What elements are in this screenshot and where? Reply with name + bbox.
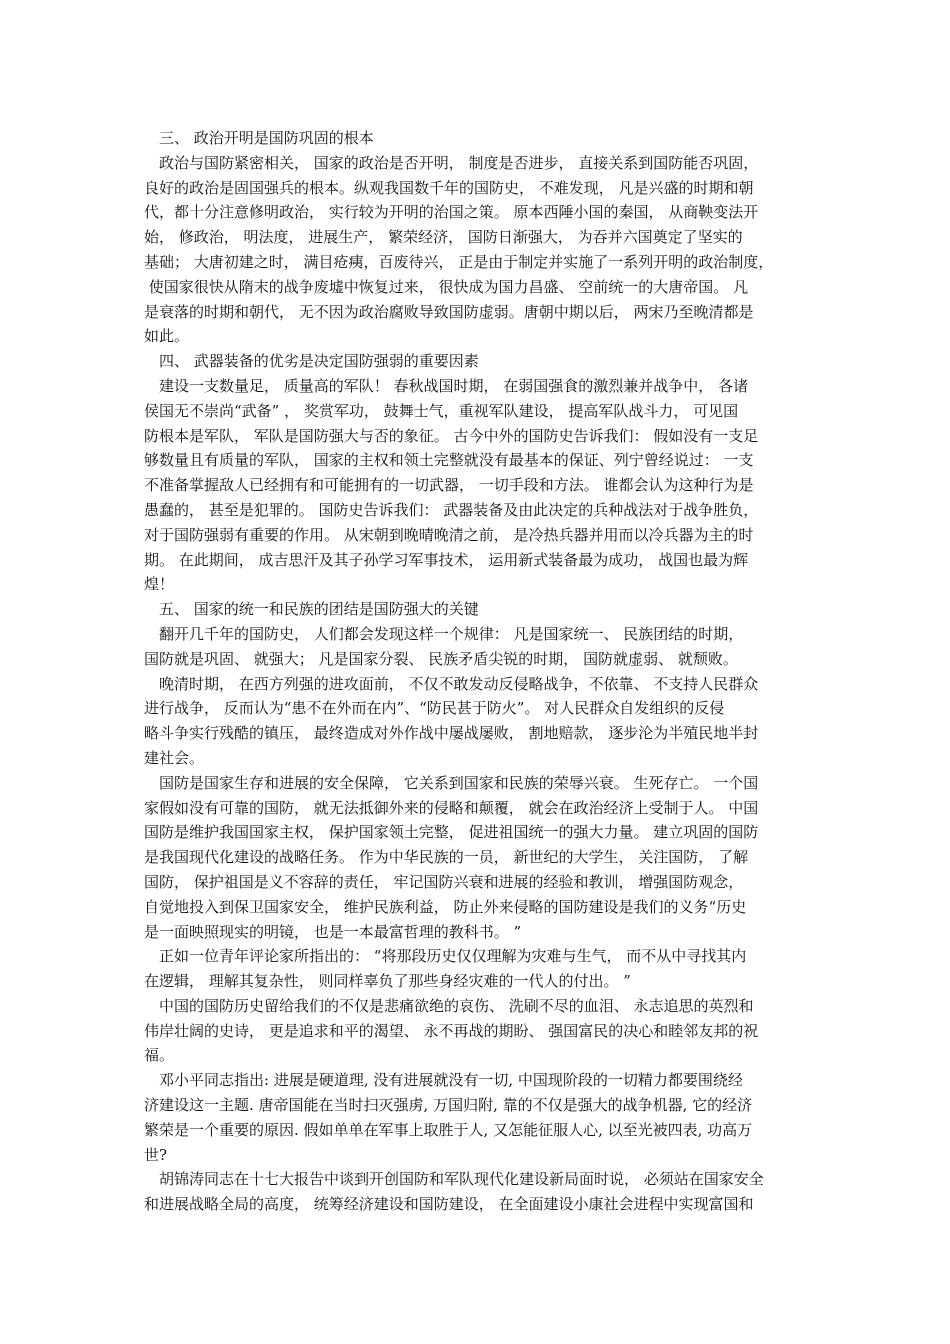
paragraph-line: 侯国无不崇尚“武备” ， 奖赏军功， 鼓舞士气，重视军队建设， 提高军队战斗力， 可见国 [144, 401, 739, 420]
paragraph-line: 伟岸壮阔的史诗， 更是追求和平的渴望、 永不再战的期盼、 强国富民的决心和睦邻友邦的祝 [144, 1021, 759, 1040]
paragraph [144, 1167, 814, 1217]
paragraph-line: 翻开几千年的国防史， 人们都会发现这样一个规律： 凡是国家统一、 民族团结的时期， [144, 624, 744, 643]
paragraph-line: 自觉地投入到保卫国家安全， 维护民族利益， 防止外来侵略的国防建设是我们的义务“历史 [144, 897, 747, 916]
paragraph-line: 国防， 保护祖国是义不容辞的责任， 牢记国防兴衰和进展的经验和教训， 增强国防观念， [144, 872, 744, 891]
section-heading [144, 126, 814, 151]
paragraph-line: 国防是国家生存和进展的安全保障， 它关系到国家和民族的荣辱兴衰。 生死存亡。 一个国 [144, 773, 759, 792]
paragraph-line: 煌！ [144, 575, 175, 594]
section-heading [144, 349, 814, 374]
paragraph [144, 374, 814, 597]
paragraph-line: 对于国防强弱有重要的作用。 从宋朝到晚晴晚清之前， 是冷热兵器并用而以冷兵器为主的时 [144, 525, 754, 544]
paragraph-line: 期。 在此期间， 成吉思汗及其子孙学习军事技术， 运用新式装备最为成功， 战国也最为辉 [144, 550, 749, 569]
paragraph [144, 994, 814, 1068]
paragraph-line: 是一面映照现实的明镜， 也是一本最富哲理的教科书。 ” [144, 922, 522, 941]
paragraph-line: 如此。 [144, 327, 190, 346]
paragraph-line: 基础； 大唐初建之时， 满目疮痍，百废待兴， 正是由于制定并实施了一系列开明的政治制度， [144, 252, 774, 271]
paragraph [144, 771, 814, 945]
section-heading-text: 五、 国家的统一和民族的团结是国防强大的关键 [144, 600, 479, 619]
paragraph-line: 够数量且有质量的军队， 国家的主权和领土完整就没有最基本的保证、列宁曾经说过： 一支 [144, 451, 754, 470]
paragraph-line: 建社会。 [144, 748, 205, 767]
paragraph [144, 672, 814, 771]
paragraph-line: 政治与国防紧密相关， 国家的政治是否开明， 制度是否进步， 直接关系到国防能否巩固， [144, 153, 759, 172]
paragraph-line: 中国的国防历史留给我们的不仅是悲痛欲绝的哀伤、 洗刷不尽的血泪、 永志追思的英烈和 [144, 996, 754, 1015]
paragraph-line: 晚清时期， 在西方列强的进攻面前， 不仅不敢发动反侵略战争，不依靠、 不支持人民群众 [144, 674, 759, 693]
paragraph-line: 不准备掌握敌人已经拥有和可能拥有的一切武器， 一切手段和方法。 谁都会认为这种行为是 [144, 476, 754, 495]
paragraph [144, 151, 814, 349]
paragraph-line: 使国家很快从隋末的战争废墟中恢复过来， 很快成为国力昌盛、 空前统一的大唐帝国。 凡 [144, 277, 749, 296]
section-heading-text: 四、 武器装备的优劣是决定国防强弱的重要因素 [144, 352, 479, 371]
paragraph-line: 邓小平同志指出: 进展是硬道理, 没有进展就没有一切, 中国现阶段的一切精力都要围绕经 [144, 1071, 743, 1090]
paragraph-line: 家假如没有可靠的国防， 就无法抵御外来的侵略和颠覆， 就会在政治经济上受制于人。 中国 [144, 798, 759, 817]
section-heading [144, 597, 814, 622]
paragraph-line: 是我国现代化建设的战略任务。 作为中华民族的一员， 新世纪的大学生， 关注国防， 了解 [144, 848, 749, 867]
section-heading-text: 三、 政治开明是国防巩固的根本 [144, 129, 374, 147]
document-section [144, 126, 814, 349]
paragraph-line: 是衰落的时期和朝代， 无不因为政治腐败导致国防虚弱。唐朝中期以后， 两宋乃至晚清都是 [144, 302, 754, 321]
document-section [144, 349, 814, 597]
paragraph-line: 略斗争实行残酷的镇压， 最终造成对外作战中屡战屡败， 割地赔款， 逐步沦为半殖民地半封 [144, 724, 759, 743]
paragraph-line: 胡锦涛同志在十七大报告中谈到开创国防和军队现代化建设新局面时说， 必须站在国家安全 [144, 1170, 764, 1189]
paragraph-line: 防根本是军队， 军队是国防强大与否的象征。 古今中外的国防史告诉我们： 假如没有一支足 [144, 426, 759, 445]
paragraph-line: 在逻辑， 理解其复杂性， 则同样辜负了那些身经灾难的一代人的付出。 ” [144, 972, 631, 991]
paragraph [144, 944, 814, 994]
paragraph-line: 进行战争， 反而认为“患不在外而在内”、“防民甚于防火”。 对人民群众自发组织的反侵 [144, 699, 725, 718]
paragraph-line: 正如一位青年评论家所指出的： “将那段历史仅仅理解为灾难与生气， 而不从中寻找其内 [144, 947, 747, 966]
paragraph-line: 建设一支数量足， 质量高的军队！ 春秋战国时期， 在弱国强食的激烈兼并战争中， 各诸 [144, 376, 749, 395]
paragraph-line: 世? [144, 1145, 168, 1164]
paragraph-line: 国防就是巩固、 就强大； 凡是国家分裂、 民族矛盾尖锐的时期， 国防就虚弱、 就颓败。 [144, 649, 738, 668]
document-section [144, 597, 814, 1217]
paragraph-line: 良好的政治是固国强兵的根本。纵观我国数千年的国防史， 不难发现， 凡是兴盛的时期和朝 [144, 178, 754, 197]
document-page [144, 126, 814, 1217]
paragraph-line: 国防是维护我国国家主权， 保护国家领土完整， 促进祖国统一的强大力量。 建立巩固的国防 [144, 823, 759, 842]
paragraph [144, 1068, 814, 1167]
paragraph-line: 始， 修政治， 明法度， 进展生产， 繁荣经济， 国防日渐强大， 为吞并六国奠定了坚实的 [144, 228, 743, 247]
paragraph [144, 622, 814, 672]
paragraph-line: 和进展战略全局的高度， 统筹经济建设和国防建设， 在全面建设小康社会进程中实现富国和 [144, 1195, 754, 1214]
paragraph-line: 代，都十分注意修明政治， 实行较为开明的治国之策。 原本西陲小国的秦国， 从商鞅变法开 [144, 203, 759, 222]
paragraph-line: 繁荣是一个重要的原因. 假如单单在军事上取胜于人, 又怎能征服人心, 以至光被四表, 功高万 [144, 1120, 753, 1139]
paragraph-line: 愚蠢的， 甚至是犯罪的。 国防史告诉我们： 武器装备及由此决定的兵种战法对于战争胜负， [144, 500, 759, 519]
paragraph-line: 济建设这一主题. 唐帝国能在当时扫灭强虏, 万国归附, 靠的不仅是强大的战争机器, 它的经济 [144, 1096, 753, 1115]
paragraph-line: 福。 [144, 1046, 175, 1065]
